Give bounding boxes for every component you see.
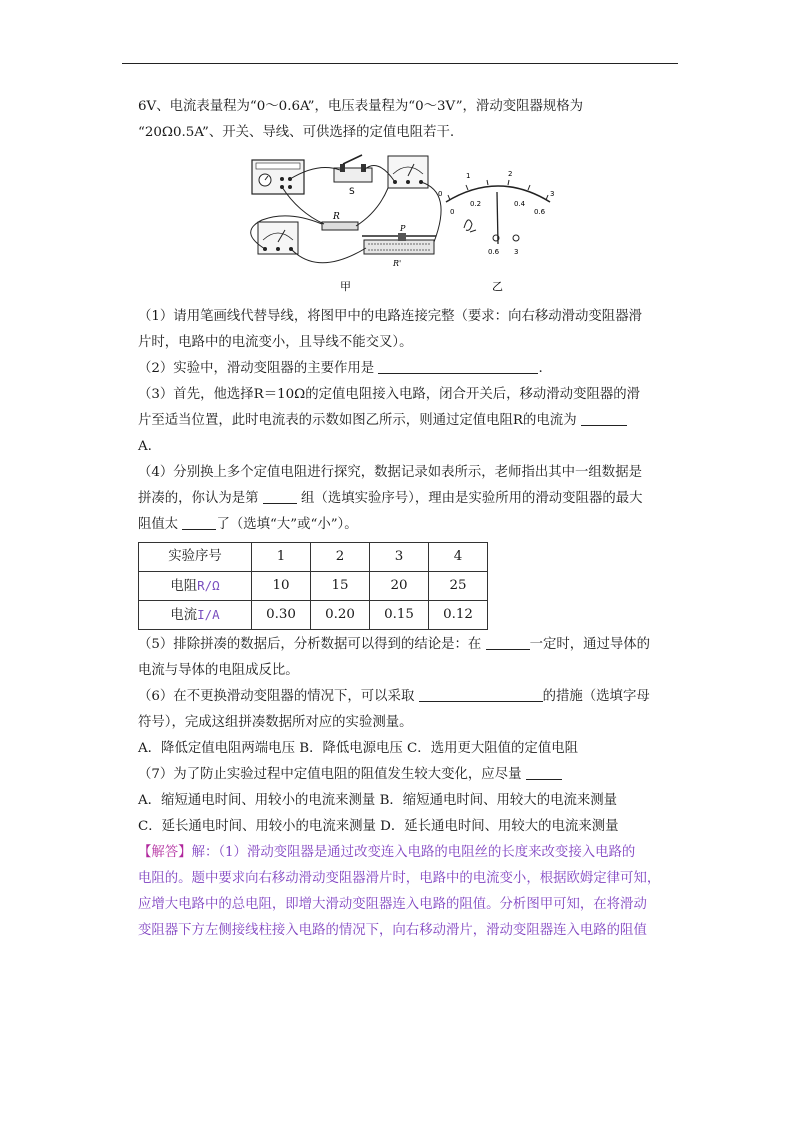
- dial-bottom-1: 0.2: [470, 200, 482, 208]
- q7-line: [138, 762, 686, 788]
- q3-text: 片至适当位置，此时电流表的示数如图乙所示，则通过定值电阻R的电流为: [138, 413, 577, 428]
- q5-answer-blank[interactable]: [486, 634, 530, 650]
- answer-line-4: 变阻器下方左侧接线柱接入电路的情况下，向右移动滑片，滑动变阻器连入电路的阻值: [138, 923, 647, 938]
- q7-text: （7）为了防止实验过程中定值电阻的阻值发生较大变化，应尽量: [138, 767, 522, 782]
- answer-line-2: 电阻的。题中要求向右移动滑动变阻器滑片时，电路中的电流变小，根据欧姆定律可知，: [138, 871, 661, 886]
- q4-line-2: [138, 486, 686, 512]
- q4-text-b: 组（选填实验序号），理由是实验所用的滑动变阻器的最大: [301, 491, 643, 506]
- q6-line-1: [138, 684, 686, 710]
- q6-options: A．降低定值电阻两端电压 B．降低电源电压 C．选用更大阻值的定值电阻: [138, 741, 578, 756]
- dial-top-1: 1: [466, 172, 471, 180]
- q4-text-a: 拼凑的，你认为是第: [138, 491, 259, 506]
- dial-bottom-3: 0.6: [534, 208, 546, 216]
- resistance-label: 电阻: [170, 578, 198, 594]
- q4-line-3: [138, 512, 686, 538]
- table-header-cell: 实验序号: [139, 543, 252, 572]
- table-header-cell: 2: [311, 543, 370, 572]
- intro-line-1: 6V、电流表量程为“0～0.6A”，电压表量程为“0～3V”，滑动变阻器规格为: [138, 99, 584, 114]
- q4-text-d: 了（选填“大”或“小”）。: [216, 517, 358, 532]
- table-header-row: [139, 543, 488, 572]
- answer-tag: 【解答】: [138, 845, 192, 860]
- circuit-figure: [138, 152, 686, 300]
- answer-line-1: [138, 840, 686, 866]
- intro-line-2: “20Ω0.5A”、开关、导线、可供选择的定值电阻若干.: [138, 125, 455, 140]
- switch-icon: [334, 155, 372, 197]
- q1-line-1: （1）请用笔画线代替导线，将图甲中的电路连接完整（要求：向右移动滑动变阻器滑: [138, 309, 642, 324]
- table-row-resistance: [139, 572, 488, 601]
- table-cell: 0.20: [311, 601, 370, 630]
- table-cell: 10: [252, 572, 311, 601]
- rheostat-icon: [362, 224, 436, 268]
- q4-size-blank[interactable]: [182, 514, 216, 530]
- q5-line-2: 电流与导体的电阻成反比。: [138, 663, 299, 678]
- resistor-icon: [322, 212, 358, 230]
- table-cell: 0.12: [429, 601, 488, 630]
- table-header-cell: 3: [370, 543, 429, 572]
- resistance-symbol: R/Ω: [197, 577, 220, 593]
- dial-bottom-2: 0.4: [514, 200, 526, 208]
- q7-options-cd: C．延长通电时间、用较小的电流来测量 D．延长通电时间、用较大的电流来测量: [138, 819, 619, 834]
- q6-line-2: 符号），完成这组拼凑数据所对应的实验测量。: [138, 715, 413, 730]
- dial-terminal-1: 0.6: [488, 248, 500, 256]
- dial-bottom-0: 0: [450, 208, 455, 216]
- table-cell: 25: [429, 572, 488, 601]
- figure-label-right: 乙: [492, 280, 503, 293]
- header-rule: [122, 63, 678, 64]
- q4-text-c: 阻值太: [138, 517, 179, 532]
- q3-line-3: A.: [138, 439, 152, 454]
- resistor-label: R: [333, 212, 340, 222]
- answer-text-1: 解：（1）滑动变阻器是通过改变连入电路的电阻丝的长度来改变接入电路的: [191, 845, 636, 860]
- q5-text-a: （5）排除拼凑的数据后，分析数据可以得到的结论是：在: [138, 637, 482, 652]
- table-cell: 20: [370, 572, 429, 601]
- table-cell: 15: [311, 572, 370, 601]
- q3-line-1: （3）首先，他选择R＝10Ω的定值电阻接入电路，闭合开关后，移动滑动变阻器的滑: [138, 387, 641, 402]
- q2-answer-blank[interactable]: [378, 358, 538, 374]
- table-cell: 0.15: [370, 601, 429, 630]
- table-row-current: [139, 601, 488, 630]
- q4-line-1: （4）分别换上多个定值电阻进行探究，数据记录如表所示，老师指出其中一组数据是: [138, 465, 642, 480]
- q2-text: （2）实验中，滑动变阻器的主要作用是: [138, 361, 375, 376]
- q5-text-b: 一定时，通过导体的: [529, 637, 651, 652]
- q2-line: [138, 356, 686, 382]
- figure-label-left: 甲: [340, 280, 351, 293]
- answer-line-3: 应增大电路中的总电阻，即增大滑动变阻器连入电路的阻值。分析图甲可知，在将滑动: [138, 897, 647, 912]
- q6-answer-blank[interactable]: [419, 686, 543, 702]
- dial-terminal-2: 3: [514, 248, 519, 256]
- q3-answer-blank[interactable]: [581, 410, 627, 426]
- current-label: 电流: [170, 607, 198, 623]
- table-header-cell: 1: [252, 543, 311, 572]
- table-header-cell: 4: [429, 543, 488, 572]
- slider-label: P: [400, 224, 406, 233]
- q6-text-a: （6）在不更换滑动变阻器的情况下，可以采取: [138, 689, 415, 704]
- data-table: [138, 542, 488, 630]
- q4-group-blank[interactable]: [263, 488, 297, 504]
- power-supply-icon: [252, 160, 304, 194]
- ammeter-icon: [258, 222, 298, 254]
- ammeter-dial-icon: [438, 170, 554, 256]
- q5-line-1: [138, 632, 686, 658]
- current-symbol: I/A: [197, 606, 220, 622]
- dial-top-3: 3: [550, 190, 555, 198]
- document-body: [138, 94, 686, 944]
- table-cell: 0.30: [252, 601, 311, 630]
- q1-line-2: 片时，电路中的电流变小，且导线不能交叉）。: [138, 335, 413, 350]
- dial-top-2: 2: [508, 170, 513, 178]
- current-label-cell: [139, 601, 252, 630]
- dial-top-0: 0: [438, 190, 443, 198]
- q7-answer-blank[interactable]: [526, 764, 562, 780]
- q3-line-2: [138, 408, 686, 434]
- q7-options-ab: A．缩短通电时间、用较小的电流来测量 B．缩短通电时间、用较大的电流来测量: [138, 793, 618, 808]
- circuit-illustration: [238, 152, 578, 300]
- q2-end: .: [538, 361, 543, 376]
- q6-text-b: 的措施（选填字母: [542, 689, 650, 704]
- rheostat-label: R': [393, 259, 402, 268]
- switch-label: S: [349, 187, 355, 197]
- resistance-label-cell: [139, 572, 252, 601]
- voltmeter-icon: [388, 156, 428, 188]
